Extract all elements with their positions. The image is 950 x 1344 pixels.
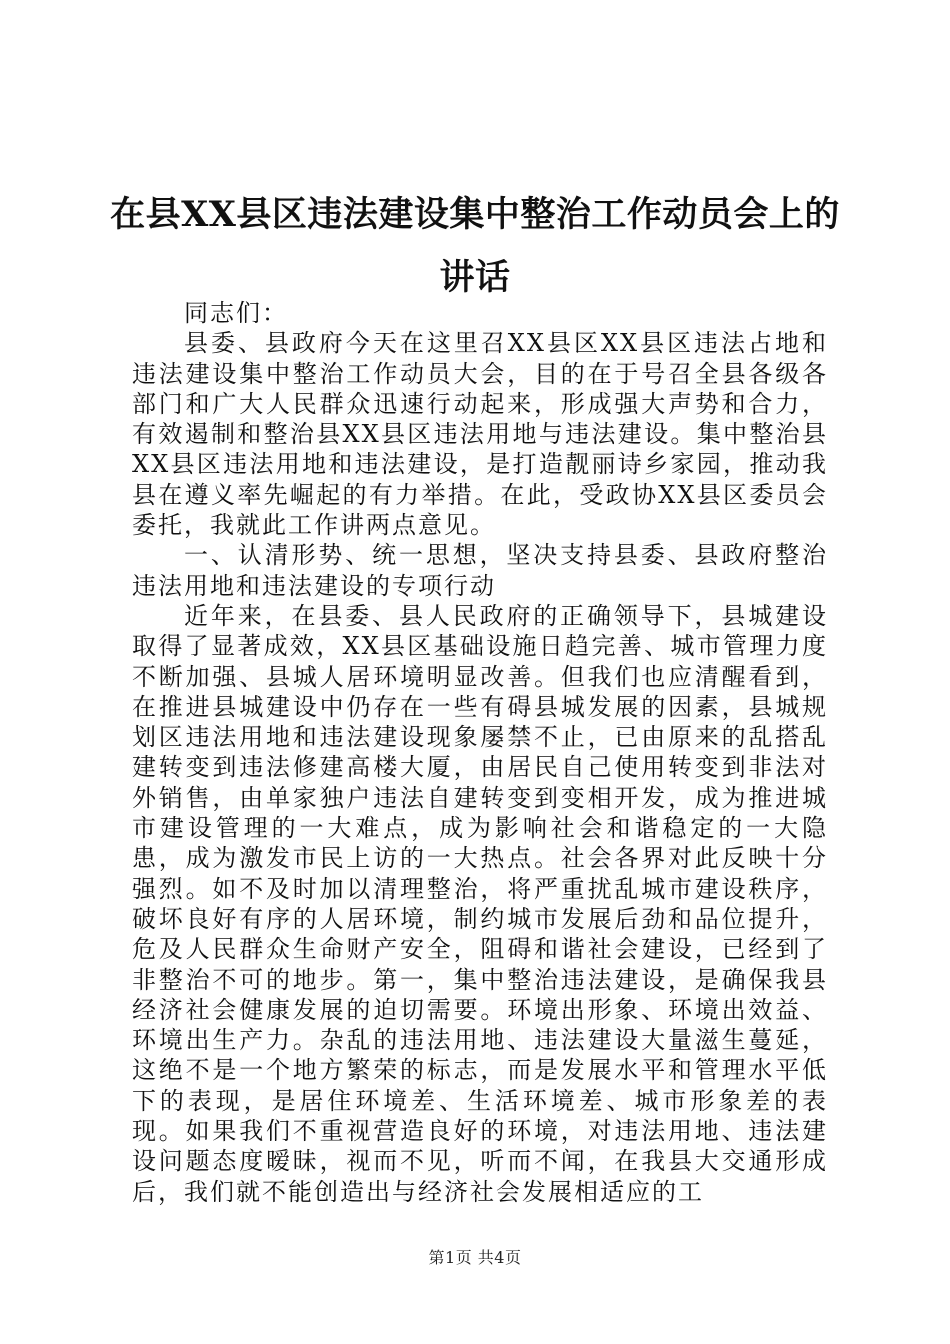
page-footer: 第1页 共4页 (428, 1248, 522, 1267)
document-body (132, 298, 828, 1207)
section-heading: 一、认清形势、统一思想，坚决支持县委、县政府整治违法用地和违法建设的专项行动 (132, 541, 828, 600)
salutation: 同志们： (184, 299, 288, 327)
paragraph: 近年来，在县委、县人民政府的正确领导下，县城建设取得了显著成效，XX县区基础设施日趋完善、城市管理力度不断加强、县城人居环境明显改善。但我们也应清醒看到，在推进县城建设中仍存在一些有碍县城发展的因素，县城规划区违法用地和违法建设现象屡禁不止，已由原来的乱搭乱建转变到违法修建高楼大厦，由居民自己使用转变到非法对外销售，由单家独户违法自建转变到变相开发，成为推进城市建设管理的一大难点，成为影响社会和谐稳定的一大隐患，成为激发市民上访的一大热点。社会各界对此反映十分强烈。如不及时加以清理整治，将严重扰乱城市建设秩序，破坏良好有序的人居环境，制约城市发展后劲和品位提升，危及人民群众生命财产安全，阻碍和谐社会建设，已经到了非整治不可的地步。第一，集中整治违法建设，是确保我县经济社会健康发展的迫切需要。环境出形象、环境出效益、环境出生产力。杂乱的违法用地、违法建设大量滋生蔓延，这绝不是一个地方繁荣的标志，而是发展水平和管理水平低下的表现，是居住环境差、生活环境差、城市形象差的表现。如果我们不重视营造良好的环境，对违法用地、违法建设问题态度暧昧，视而不见，听而不闻，在我县大交通形成后，我们就不能创造出与经济社会发展相适应的工 (132, 601, 828, 1206)
document-title: 在县XX县区违法建设集中整治工作动员会上的讲话 (110, 194, 840, 298)
paragraph: 县委、县政府今天在这里召XX县区XX县区违法占地和违法建设集中整治工作动员大会，目的在于号召全县各级各部门和广大人民群众迅速行动起来，形成强大声势和合力，有效遏制和整治县XX县区违法用地与违法建设。集中整治县XX县区违法用地和违法建设，是打造靓丽诗乡家园，推动我县在遵义率先崛起的有力举措。在此，受政协XX县区委员会委托，我就此工作讲两点意见。 (132, 329, 828, 540)
